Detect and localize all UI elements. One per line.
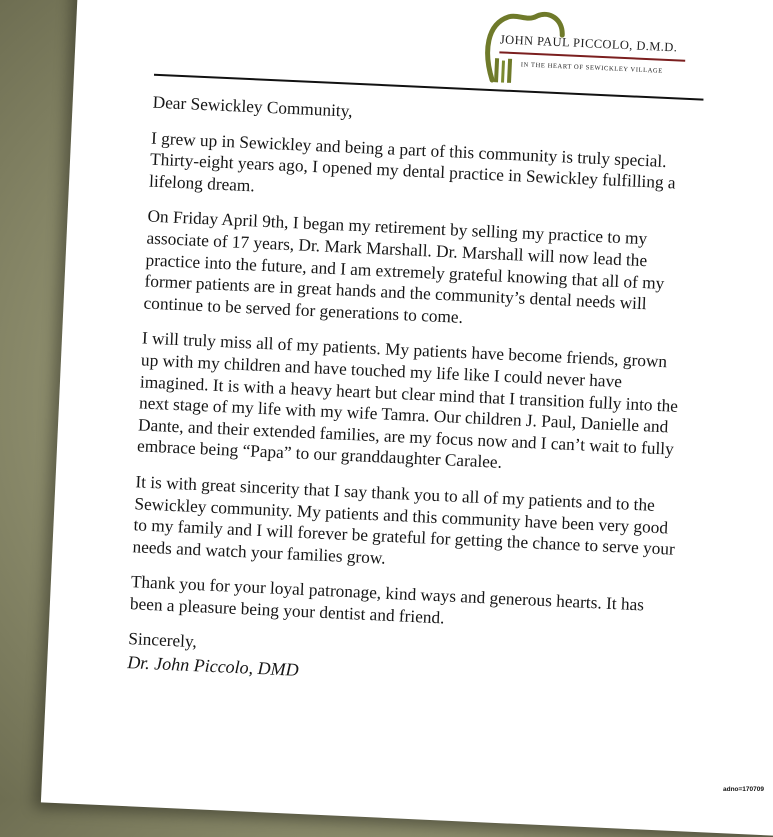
salutation: Dear Sewickley Community, (152, 92, 353, 121)
paragraph-3: I will truly miss all of my patients. My patients have become friends, grown up with my children and have touched my life like I could never have imagined. It is with a heavy heart but clear mind that I transition fully into the next stage of my life with my wife Tamra. Our children J. Paul, Danielle and Dante, and their extended families, are my focus now and I can’t wait to fully embrace being “Papa” to our granddaughter Caralee. (136, 328, 679, 473)
closing: Sincerely, (127, 629, 198, 652)
paragraph-4: It is with great sincerity that I say thank you to all of my patients and to the Sewickley community. My patients and this community have been very good to my family and I will forever be grateful for getting the chance to serve your needs and watch your families grow. (132, 472, 676, 568)
letter-page (41, 0, 773, 837)
practice-name: JOHN PAUL PICCOLO, D.M.D. (499, 32, 678, 55)
paragraph-5: Thank you for your loyal patronage, kind ways and generous hearts. It has been a pleasure being your dentist and friend. (129, 572, 645, 628)
practice-tagline: IN THE HEART OF SEWICKLEY VILLAGE (520, 61, 663, 75)
paragraph-2: On Friday April 9th, I began my retirement by selling my practice to my associate of 17 years, Dr. Mark Marshall. Dr. Marshall will now lead the practice into the future, and I am extremely grateful knowing that all of my former patients are in great hands and the community’s dental needs will continue to be served for generations to come. (143, 206, 665, 327)
ad-number: adno=170709 (720, 785, 767, 794)
signature: Dr. John Piccolo, DMD (126, 652, 300, 680)
letter-body (126, 92, 699, 713)
paragraph-1: I grew up in Sewickley and being a part of this community is truly special. Thirty-eight years ago, I opened my dental practice in Sewickley fulfilling a lifelong dream. (148, 128, 677, 196)
